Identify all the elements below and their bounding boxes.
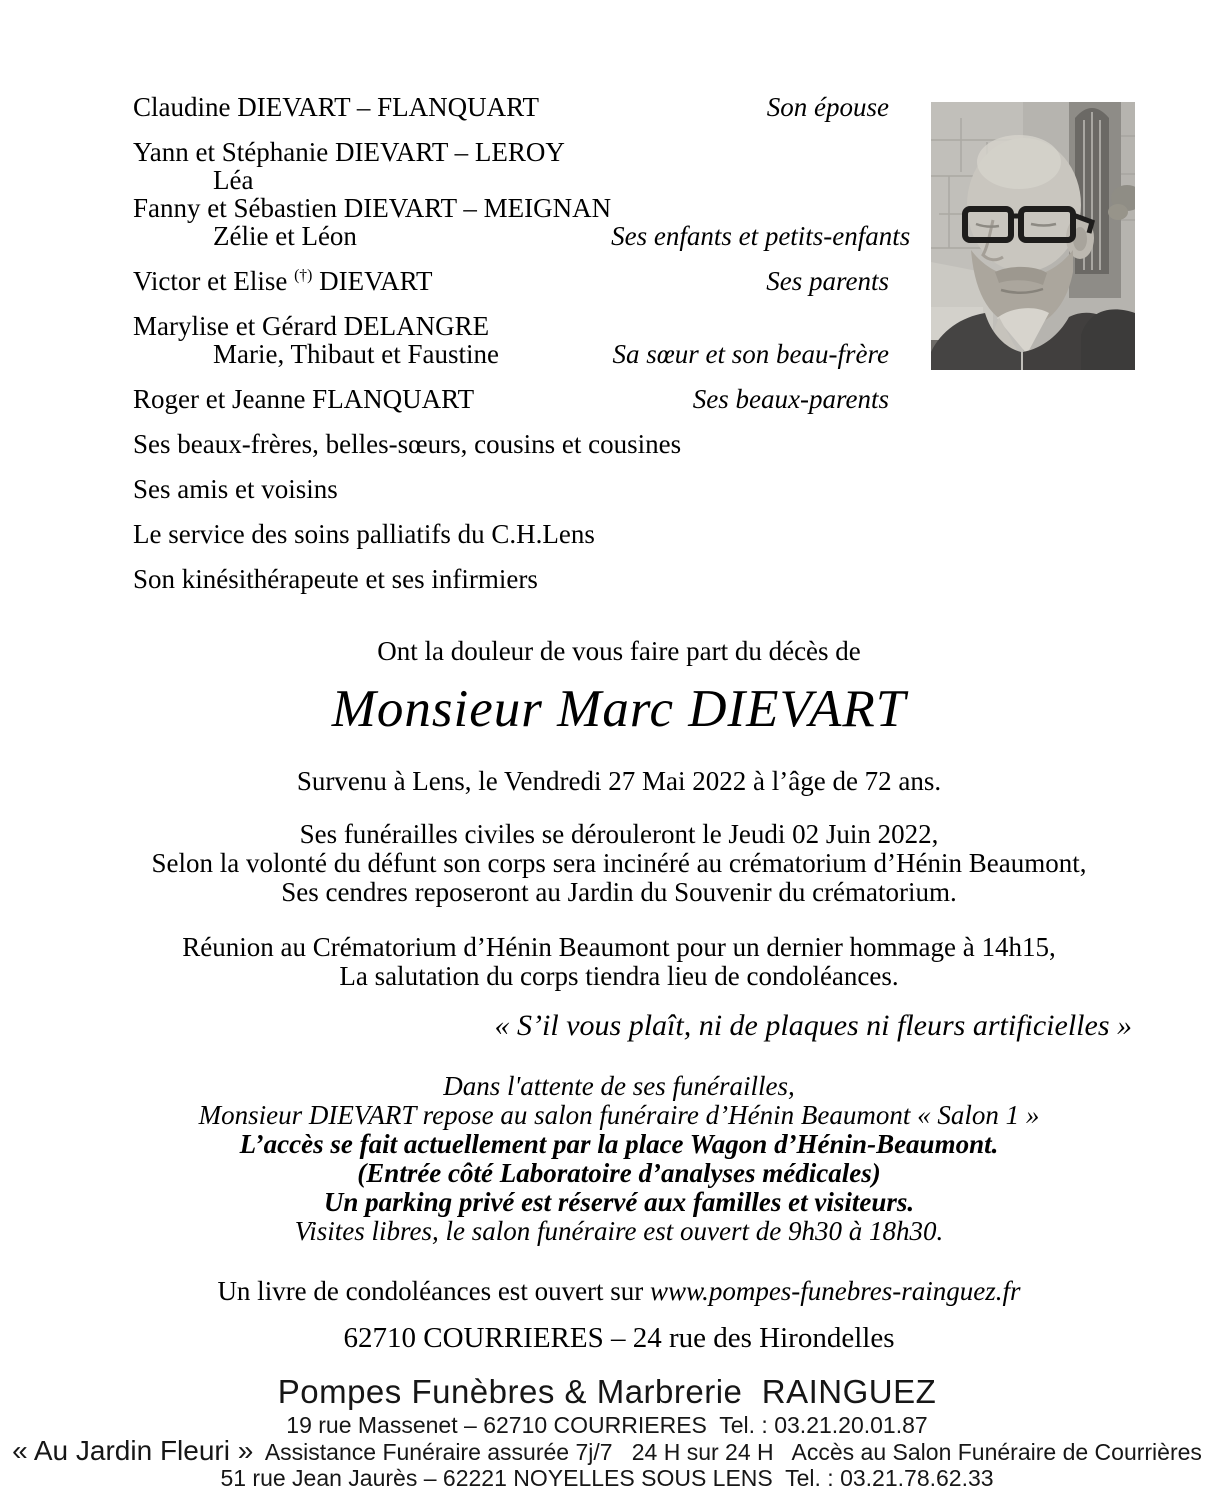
funeral-details (24, 820, 1214, 907)
relation-label: Son épouse (766, 92, 889, 122)
no-flowers-quote: « S’il vous plaît, ni de plaques ni fleurs artificielles » (494, 1009, 1132, 1042)
family-member-name: DIEVART (312, 266, 433, 296)
family-member-line: Roger et Jeanne FLANQUART (133, 384, 475, 414)
family-group (133, 520, 889, 548)
family-member-line: Son kinésithérapeute et ses infirmiers (133, 564, 538, 594)
family-group (133, 267, 889, 295)
company-address-2: 51 rue Jean Jaurès – 62221 NOYELLES SOUS LENS Tel. : 03.21.78.62.33 (220, 1465, 994, 1491)
family-group (133, 385, 889, 413)
condolence-website: www.pompes-funebres-rainguez.fr (650, 1276, 1021, 1306)
family-member-line: Zélie et Léon (213, 221, 357, 251)
repose-info-line: Visites libres, le salon funéraire est ouvert de 9h30 à 18h30. (294, 1216, 944, 1246)
family-group (133, 565, 889, 593)
relation-label: Ses parents (766, 266, 889, 296)
family-list (133, 92, 911, 610)
repose-info-line: Un parking privé est réservé aux familles et visiteurs. (323, 1187, 915, 1217)
ceremony-line: La salutation du corps tiendra lieu de condoléances. (339, 961, 899, 991)
repose-info (24, 1072, 1214, 1246)
death-date-line: Survenu à Lens, le Vendredi 27 Mai 2022 à l’âge de 72 ans. (296, 766, 942, 796)
family-group (133, 137, 911, 251)
family-member-line: Léa (213, 165, 254, 195)
family-member-line: Fanny et Sébastien DIEVART – MEIGNAN (133, 193, 612, 223)
portrait-photo-illustration (931, 102, 1135, 370)
funeral-company-footer (0, 1372, 1214, 1491)
repose-info-line: (Entrée côté Laboratoire d’analyses médicales) (357, 1158, 881, 1188)
relation-label: Ses enfants et petits-enfants (611, 221, 911, 251)
announcement-section (0, 604, 1214, 1353)
family-group (133, 475, 889, 503)
funeral-details-line: Selon la volonté du défunt son corps sera incinéré au crématorium d’Hénin Beaumont, (151, 848, 1087, 878)
family-member-line: Claudine DIEVART – FLANQUART (133, 92, 540, 122)
funeral-company-name: Pompes Funèbres & Marbrerie RAINGUEZ (277, 1373, 937, 1410)
family-member-line (133, 267, 432, 295)
relation-label: Ses beaux-parents (692, 384, 889, 414)
family-member-line: Marie, Thibaut et Faustine (213, 339, 499, 369)
repose-info-line: L’accès se fait actuellement par la place Wagon d’Hénin-Beaumont. (239, 1129, 999, 1159)
company-services: Assistance Funéraire assurée 7j/7 24 H sur 24 H Accès au Salon Funéraire de Courrières (253, 1439, 1202, 1465)
family-member-line: Yann et Stéphanie DIEVART – LEROY (133, 137, 565, 167)
company-address-1: 19 rue Massenet – 62710 COURRIERES Tel. : 03.21.20.01.87 (286, 1412, 928, 1438)
portrait-photo (931, 102, 1135, 370)
funeral-details-line: Ses funérailles civiles se dérouleront le Jeudi 02 Juin 2022, (299, 819, 939, 849)
family-member-line: Ses beaux-frères, belles-sœurs, cousins et cousines (133, 429, 682, 459)
ceremony-line: Réunion au Crématorium d’Hénin Beaumont pour un dernier hommage à 14h15, (182, 932, 1056, 962)
company-services-line (0, 1435, 1214, 1466)
ceremony-details (24, 933, 1214, 991)
family-member-line: Ses amis et voisins (133, 474, 338, 504)
family-group (133, 93, 889, 121)
deceased-dagger-marker: (†) (294, 267, 313, 284)
family-group (133, 312, 889, 368)
repose-info-line: Dans l'attente de ses funérailles, (443, 1071, 795, 1101)
announcement-intro: Ont la douleur de vous faire part du décès de (377, 636, 861, 666)
funeral-details-line: Ses cendres reposeront au Jardin du Souvenir du crématorium. (281, 877, 957, 907)
family-member-line: Marylise et Gérard DELANGRE (133, 311, 490, 341)
condolence-book-text: Un livre de condoléances est ouvert sur (217, 1276, 651, 1306)
family-member-name: Victor et Elise (133, 266, 295, 296)
funeral-home-address: 62710 COURRIERES – 24 rue des Hirondelles (343, 1322, 895, 1354)
family-member-line: Le service des soins palliatifs du C.H.Lens (133, 519, 595, 549)
condolence-book-line (24, 1276, 1214, 1306)
deceased-name-title: Monsieur Marc DIEVART (331, 680, 907, 738)
company-brand: « Au Jardin Fleuri » (12, 1435, 254, 1466)
family-group (133, 430, 889, 458)
relation-label: Sa sœur et son beau-frère (612, 339, 889, 369)
repose-info-line: Monsieur DIEVART repose au salon funéraire d’Hénin Beaumont « Salon 1 » (198, 1100, 1040, 1130)
